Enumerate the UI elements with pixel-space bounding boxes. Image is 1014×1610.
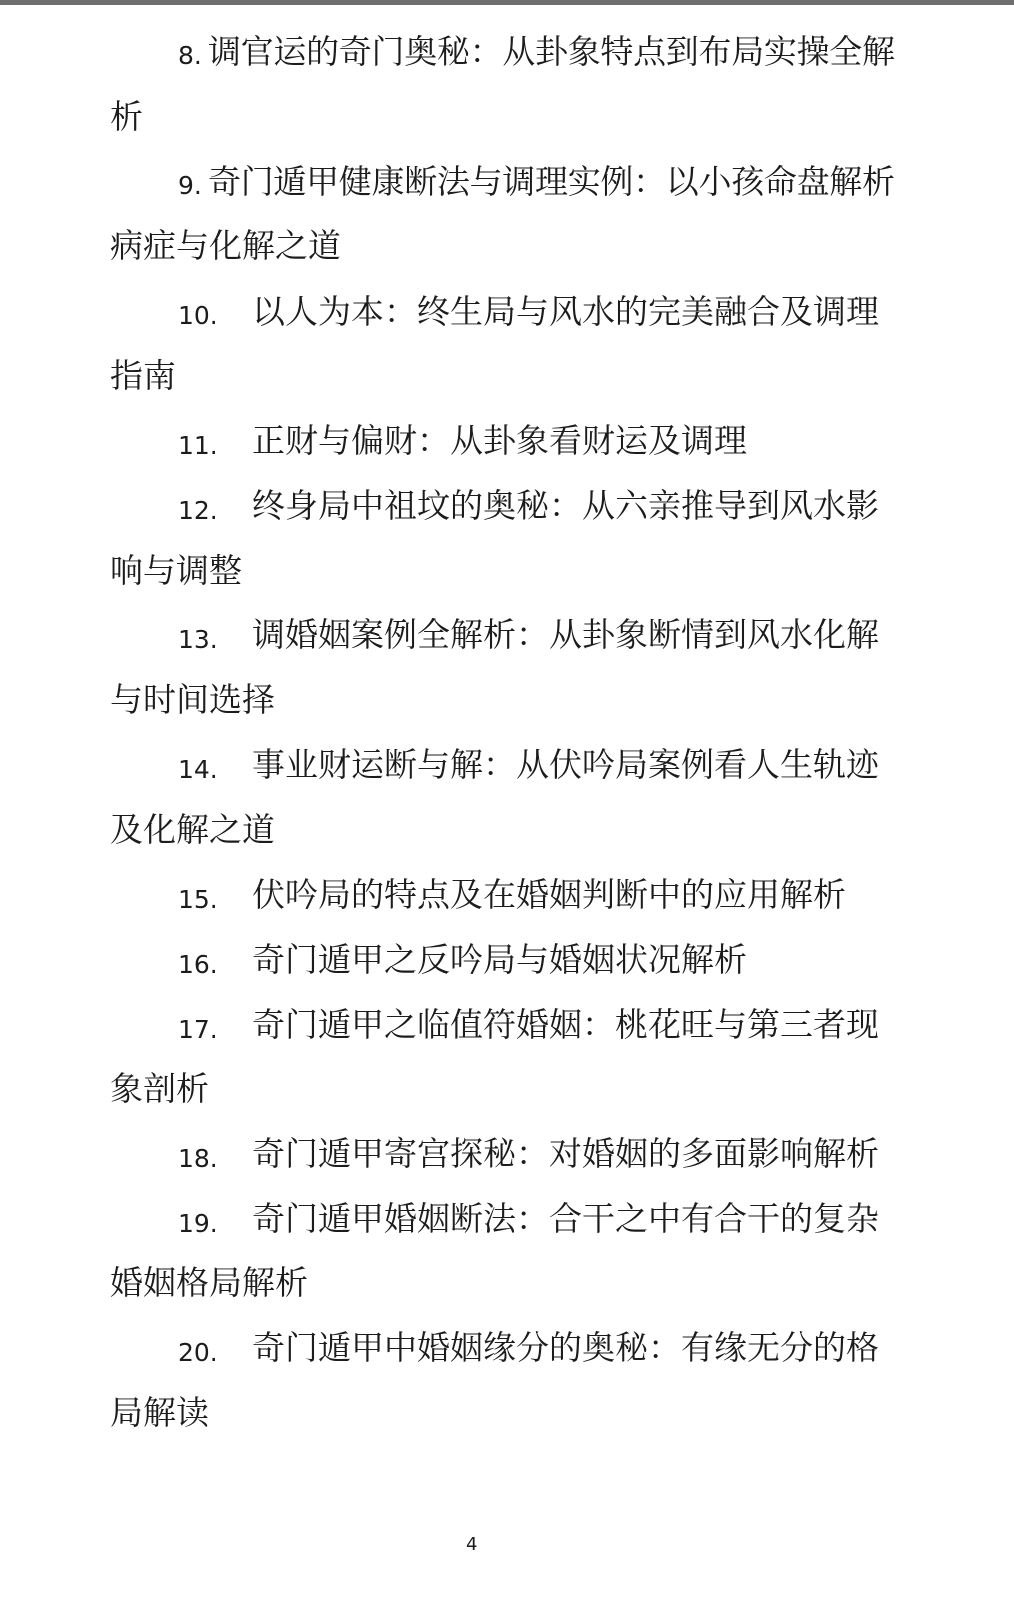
entry-title-continued: 及化解之道: [110, 810, 275, 849]
entry-number: 10.: [178, 301, 218, 330]
entry-title-continued: 婚姻格局解析: [110, 1263, 308, 1302]
entry-title: 事业财运断与解：从伏吟局案例看人生轨迹: [252, 745, 879, 784]
entry-title-continued: 病症与化解之道: [110, 226, 341, 265]
entry-title-continued: 局解读: [110, 1393, 209, 1432]
entry-title: 奇门遁甲健康断法与调理实例：以小孩命盘解析: [208, 162, 895, 201]
entry-number: 11.: [178, 431, 218, 460]
entry-number: 8.: [178, 41, 202, 70]
entry-title-continued: 象剖析: [110, 1069, 209, 1108]
scan-top-edge: [0, 0, 1014, 5]
entry-title: 正财与偏财：从卦象看财运及调理: [252, 421, 747, 460]
entry-title: 奇门遁甲之反吟局与婚姻状况解析: [252, 940, 747, 979]
entry-title: 终身局中祖坟的奥秘：从六亲推导到风水影: [252, 486, 879, 525]
entry-title: 奇门遁甲寄宫探秘：对婚姻的多面影响解析: [252, 1134, 879, 1173]
entry-title: 调官运的奇门奥秘：从卦象特点到布局实操全解: [208, 32, 895, 71]
entry-number: 15.: [178, 885, 218, 914]
entry-number: 17.: [178, 1015, 218, 1044]
entry-title: 奇门遁甲婚姻断法：合干之中有合干的复杂: [252, 1199, 879, 1238]
entry-title-continued: 析: [110, 97, 143, 136]
entry-number: 14.: [178, 755, 218, 784]
entry-title-continued: 响与调整: [110, 551, 242, 590]
entry-number: 18.: [178, 1144, 218, 1173]
entry-title: 调婚姻案例全解析：从卦象断情到风水化解: [252, 615, 879, 654]
entry-number: 19.: [178, 1209, 218, 1238]
entry-number: 9.: [178, 171, 202, 200]
entry-title: 奇门遁甲中婚姻缘分的奥秘：有缘无分的格: [252, 1328, 879, 1367]
entry-title: 以人为本：终生局与风水的完美融合及调理: [252, 292, 879, 331]
entry-title-continued: 与时间选择: [110, 680, 275, 719]
entry-number: 12.: [178, 496, 218, 525]
entry-title-continued: 指南: [110, 356, 176, 395]
entry-title: 伏吟局的特点及在婚姻判断中的应用解析: [252, 875, 846, 914]
entry-number: 13.: [178, 625, 218, 654]
page-number: 4: [466, 1534, 478, 1555]
entry-number: 16.: [178, 950, 218, 979]
entry-number: 20.: [178, 1338, 218, 1367]
entry-title: 奇门遁甲之临值符婚姻：桃花旺与第三者现: [252, 1005, 879, 1044]
